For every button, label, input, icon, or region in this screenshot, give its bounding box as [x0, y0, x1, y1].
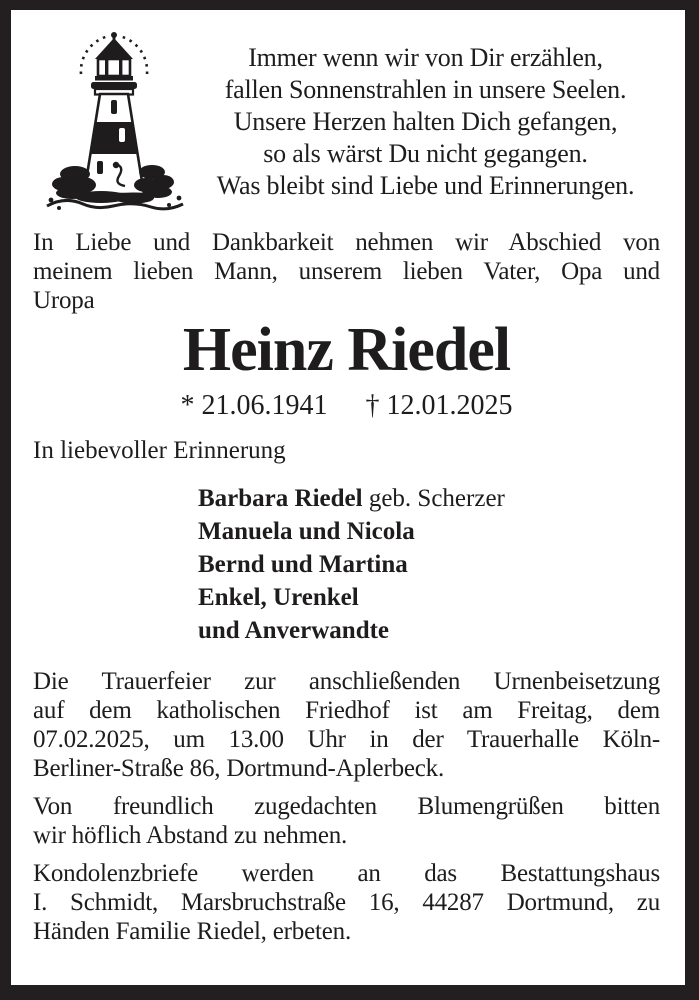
mourners-list: [198, 482, 660, 647]
funeral-paragraph: [33, 667, 660, 783]
mourner-line: und Anverwandte: [198, 617, 390, 644]
lighthouse-illustration: [39, 28, 191, 216]
funeral-line: auf dem katholischen Friedhof ist am Freitag, dem: [33, 697, 660, 724]
funeral-line: Die Trauerfeier zur anschließenden Urnenbeisetzung: [33, 668, 660, 695]
funeral-line: Berliner-Straße 86, Dortmund-Aplerbeck.: [33, 755, 445, 782]
flowers-line: wir höflich Abstand zu nehmen.: [33, 822, 348, 849]
mourner-line: [198, 482, 660, 515]
deceased-name: Heinz Riedel: [182, 316, 511, 384]
intro-line: Uropa: [33, 287, 95, 314]
flowers-paragraph: [33, 792, 660, 850]
intro-line: In Liebe und Dankbarkeit nehmen wir Abschied von: [33, 229, 660, 256]
memorial-poem: [191, 42, 660, 202]
remembrance-line: In liebevoller Erinnerung: [33, 437, 286, 464]
obituary-content: [11, 10, 685, 946]
birth-date: * 21.06.1941: [180, 390, 328, 421]
intro-paragraph: [33, 228, 660, 315]
mourner-line: Enkel, Urenkel: [198, 584, 359, 611]
intro-line: meinem lieben Mann, unserem lieben Vater, Opa und: [33, 258, 660, 285]
poem-line: Unsere Herzen halten Dich gefangen,: [233, 107, 618, 136]
lighthouse-icon: [39, 28, 189, 216]
life-dates: [33, 389, 660, 423]
condolence-line: I. Schmidt, Marsbruchstraße 16, 44287 Dortmund, zu: [33, 889, 660, 916]
condolence-paragraph: [33, 859, 660, 946]
mourner-line: Bernd und Martina: [198, 551, 408, 578]
header-section: [33, 24, 660, 220]
poem-line: fallen Sonnenstrahlen in unsere Seelen.: [224, 75, 627, 104]
flowers-line: Von freundlich zugedachten Blumengrüßen bitten: [33, 793, 660, 820]
poem-line: Was bleibt sind Liebe und Erinnerungen.: [216, 171, 635, 200]
mourner-spouse-name: Barbara Riedel: [198, 485, 363, 512]
death-date: † 12.01.2025: [365, 390, 513, 421]
funeral-line: 07.02.2025, um 13.00 Uhr in der Trauerhalle Köln-: [33, 726, 660, 753]
condolence-line: Kondolenzbriefe werden an das Bestattungshaus: [33, 860, 660, 887]
mourner-spouse-suffix: geb. Scherzer: [362, 485, 505, 512]
mourner-line: Manuela und Nicola: [198, 518, 415, 545]
condolence-line: Händen Familie Riedel, erbeten.: [33, 918, 351, 945]
poem-line: so als wärst Du nicht gegangen.: [263, 139, 588, 168]
poem-line: Immer wenn wir von Dir erzählen,: [248, 43, 603, 72]
